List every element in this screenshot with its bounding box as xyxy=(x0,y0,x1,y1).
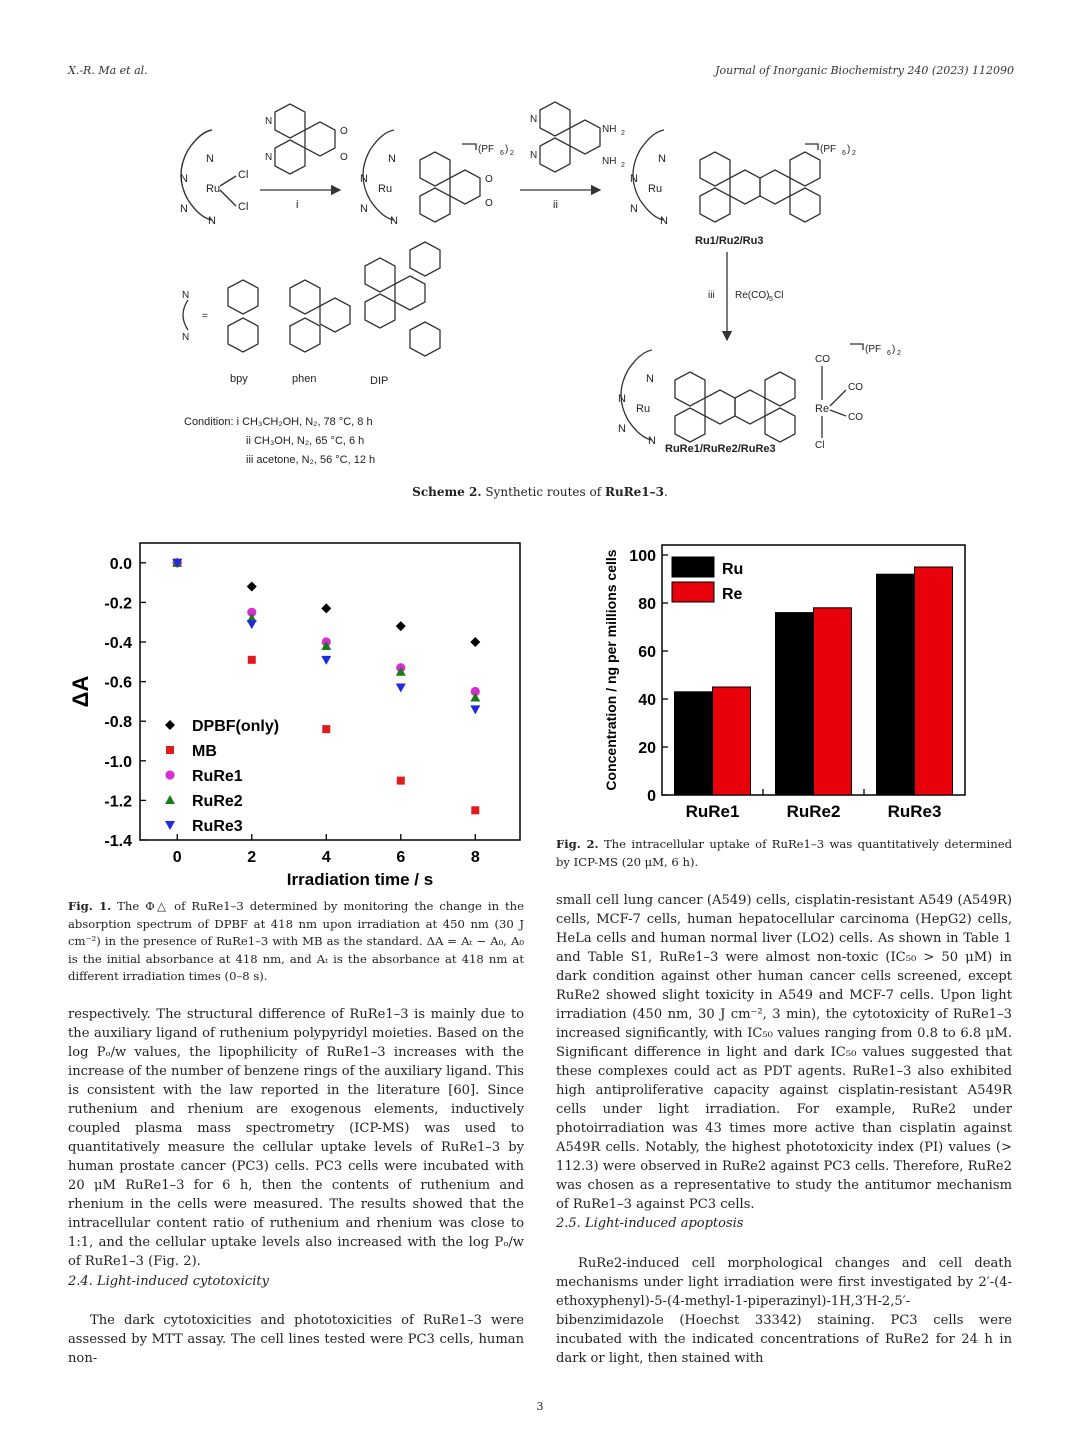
diamine-reagent xyxy=(530,102,625,172)
svg-text:2: 2 xyxy=(510,150,514,157)
svg-text:NH: NH xyxy=(602,124,617,135)
legend-marker xyxy=(165,770,174,779)
data-point xyxy=(471,806,479,814)
svg-text:2: 2 xyxy=(897,350,901,357)
legend-entry xyxy=(166,743,217,760)
svg-text:N: N xyxy=(206,153,214,165)
left-body-paragraph: respectively. The structural difference of RuRe1–3 is mainly due to the auxiliary ligand of ruthenium polypyridyl moieties. Based on the log Pₒ/w values, the lipophilicity of RuRe1–3 increases with the increase of the number of benzene rings of the auxiliary ligand. This is consistent with the law reported in the literature [60]. Since ruthenium and rhenium are exogenous elements, inductively coupled plasma mass spectrometry (ICP-MS) was used to quantitatively measure the cellular uptake levels of RuRe1–3 by human prostate cancer (PC3) cells. PC3 cells were incubated with 20 μM RuRe1–3 for 6 h, then the contents of ruthenium and rhenium in the cells were measured. The results showed that the intracellular content ratio of ruthenium and rhenium was close to 1:1, and the cellular uptake levels also increased with the log Pₒ/w of RuRe1–3 (Fig. 2). xyxy=(68,1007,524,1269)
svg-text:N: N xyxy=(658,153,666,165)
svg-text:6: 6 xyxy=(842,150,846,157)
page-number: 3 xyxy=(536,1400,544,1413)
svg-text:(PF: (PF xyxy=(865,344,882,355)
fig1-scatter-chart xyxy=(68,535,530,890)
legend-entry xyxy=(165,768,242,785)
scheme-caption-compound: RuRe1–3 xyxy=(605,485,665,499)
y-tick-label: -0.2 xyxy=(104,595,132,613)
data-point xyxy=(321,603,331,613)
ru-dione-intermediate xyxy=(360,130,514,227)
legend-label: DPBF(only) xyxy=(192,718,280,735)
step-iii-arrow xyxy=(708,252,783,340)
svg-text:Re(CO): Re(CO) xyxy=(735,290,770,301)
legend-marker xyxy=(165,795,175,804)
y-tick-label: 20 xyxy=(638,740,656,757)
svg-text:N: N xyxy=(630,203,638,215)
svg-text:Cl: Cl xyxy=(238,201,249,213)
label-rure1-rure3: RuRe1/RuRe2/RuRe3 xyxy=(665,443,776,455)
y-tick-label: 100 xyxy=(629,548,656,565)
data-point xyxy=(470,637,480,647)
svg-text:CO: CO xyxy=(815,354,830,365)
bar-re-rure3 xyxy=(915,567,953,795)
svg-text:2: 2 xyxy=(852,150,856,157)
svg-text:N: N xyxy=(360,203,368,215)
svg-text:N: N xyxy=(660,215,668,227)
svg-text:N: N xyxy=(182,290,190,301)
svg-text:O: O xyxy=(485,174,493,185)
svg-text:N: N xyxy=(360,173,368,185)
svg-text:Ru: Ru xyxy=(378,183,393,195)
svg-text:N: N xyxy=(180,173,188,185)
legend-marker xyxy=(165,720,175,730)
ru-precursor xyxy=(180,130,248,227)
svg-text:N: N xyxy=(630,173,638,185)
svg-text:N: N xyxy=(648,435,656,447)
y-tick-label: 80 xyxy=(638,596,656,613)
data-point xyxy=(396,621,406,631)
svg-text:N: N xyxy=(618,423,626,435)
svg-text:): ) xyxy=(847,144,851,155)
fig2-caption-text: The intracellular uptake of RuRe1–3 was quantitatively determined by ICP-MS (20 μM, 6 h). xyxy=(556,837,1012,869)
y-tick-label: 0.0 xyxy=(109,555,132,573)
y-tick-label: -0.8 xyxy=(104,714,132,732)
svg-text:Re: Re xyxy=(815,403,830,415)
fig1-caption-label: Fig. 1. xyxy=(68,899,112,913)
legend-entry xyxy=(165,818,243,835)
y-axis-label: ΔA xyxy=(68,675,93,708)
x-tick-label: RuRe2 xyxy=(786,802,841,821)
legend-swatch xyxy=(672,557,714,577)
condition-line-1: Condition: i CH₃CH₂OH, N₂, 78 °C, 8 h xyxy=(184,416,373,428)
x-tick-label: 0 xyxy=(172,849,182,866)
bar-ru-rure2 xyxy=(776,613,814,795)
fig1-caption xyxy=(68,898,524,986)
x-axis-label: Irradiation time / s xyxy=(286,870,434,889)
condition-line-2: ii CH₃OH, N₂, 65 °C, 6 h xyxy=(246,435,365,447)
svg-text:NH: NH xyxy=(602,156,617,167)
svg-text:N: N xyxy=(182,332,190,343)
svg-text:N: N xyxy=(530,114,538,125)
svg-text:N: N xyxy=(646,373,654,385)
legend-label: RuRe3 xyxy=(192,818,243,835)
running-header-authors: X.-R. Ma et al. xyxy=(68,64,148,77)
section-heading-2-5: 2.5. Light-induced apoptosis xyxy=(556,1216,744,1231)
legend-label: MB xyxy=(192,743,217,760)
y-tick-label: -1.4 xyxy=(104,833,132,850)
data-point xyxy=(321,656,331,665)
data-point xyxy=(470,705,480,714)
data-point xyxy=(247,620,257,629)
scheme-caption-label: Scheme 2. xyxy=(412,485,482,499)
step-ii-label: ii xyxy=(553,199,558,211)
svg-text:N: N xyxy=(388,153,396,165)
svg-text:(PF: (PF xyxy=(820,144,837,155)
x-tick-label: RuRe3 xyxy=(887,802,942,821)
fig2-bar-chart xyxy=(600,537,970,827)
svg-text:2: 2 xyxy=(621,162,625,169)
y-tick-label: 0 xyxy=(647,788,656,805)
left-body-paragraph-2: The dark cytotoxicities and phototoxicities of RuRe1–3 were assessed by MTT assay. The cell lines tested were PC3 cells, human non- xyxy=(68,1313,524,1366)
svg-text:CO: CO xyxy=(848,412,863,423)
svg-text:=: = xyxy=(202,311,208,322)
svg-text:CO: CO xyxy=(848,382,863,393)
y-tick-label: 60 xyxy=(638,644,656,661)
series-rure1 xyxy=(173,558,480,696)
svg-text:N: N xyxy=(530,150,538,161)
legend-label: RuRe2 xyxy=(192,793,243,810)
legend-label: Ru xyxy=(722,561,744,578)
phendione-reagent xyxy=(265,104,348,174)
series-dpbf-only- xyxy=(172,558,480,647)
legend-label: RuRe1 xyxy=(192,768,243,785)
ligand-phen-label: phen xyxy=(292,373,317,385)
ligand-dip-label: DIP xyxy=(370,375,389,387)
data-point xyxy=(247,582,257,592)
data-point xyxy=(322,725,330,733)
svg-text:Cl: Cl xyxy=(815,440,825,451)
svg-text:Cl: Cl xyxy=(238,169,249,181)
fig2-caption xyxy=(556,836,1012,871)
svg-text:N: N xyxy=(265,152,273,163)
x-tick-label: 4 xyxy=(321,849,331,866)
svg-text:O: O xyxy=(340,152,348,163)
svg-text:Ru: Ru xyxy=(206,183,221,195)
bar-re-rure1 xyxy=(713,687,751,795)
svg-text:6: 6 xyxy=(500,150,504,157)
step-i-label: i xyxy=(296,199,299,211)
data-point xyxy=(396,684,406,693)
bar-ru-rure1 xyxy=(675,692,713,795)
y-axis-label: Concentration / ng per millions cells xyxy=(603,549,619,791)
scheme-caption-end: . xyxy=(664,485,668,499)
svg-text:6: 6 xyxy=(887,350,891,357)
svg-text:Ru: Ru xyxy=(648,183,663,195)
svg-text:N: N xyxy=(180,203,188,215)
ru-product xyxy=(630,130,856,227)
ligand-bpy-label: bpy xyxy=(230,373,248,385)
bar-ru-rure3 xyxy=(877,574,915,795)
svg-text:Cl: Cl xyxy=(774,290,784,301)
y-tick-label: -1.0 xyxy=(104,753,132,771)
section-heading-2-4: 2.4. Light-induced cytotoxicity xyxy=(68,1274,269,1289)
svg-text:Ru: Ru xyxy=(636,403,651,415)
svg-text:O: O xyxy=(340,126,348,137)
svg-text:5: 5 xyxy=(769,296,773,303)
svg-text:): ) xyxy=(892,344,896,355)
svg-text:N: N xyxy=(208,215,216,227)
y-tick-label: -1.2 xyxy=(104,793,132,811)
right-body-paragraph-2: RuRe2-induced cell morphological changes and cell death mechanisms under light irradiation were first investigated by 2′-(4-ethoxyphenyl)-5-(4-methyl-1-piperazinyl)-1H,3′H-2,5′-bibenzimidazole (Hoechst 33342) staining. PC3 cells were incubated with the indicated concentrations of RuRe2 for 24 h in dark or light, then stained with xyxy=(556,1256,1012,1366)
legend-entry xyxy=(672,557,743,578)
label-ru1-ru3: Ru1/Ru2/Ru3 xyxy=(695,235,764,247)
y-tick-label: 40 xyxy=(638,692,656,709)
x-tick-label: 6 xyxy=(396,849,406,866)
svg-text:N: N xyxy=(265,116,273,127)
fig1-caption-text: The Φ△ of RuRe1–3 determined by monitoring the change in the absorption spectrum of DPBF at 418 nm upon irradiation at 450 nm (30 J cm⁻²) in the presence of RuRe1–3 with MB as the standard. ΔA = Aₜ − A₀, A₀ is the initial absorbance at 418 nm, and Aₜ is the absorbance at 418 nm at different irradiation times (0–8 s). xyxy=(68,899,524,983)
scheme-caption xyxy=(0,485,1080,499)
svg-text:): ) xyxy=(505,144,509,155)
condition-line-3: iii acetone, N₂, 56 °C, 12 h xyxy=(246,454,376,466)
data-point xyxy=(248,656,256,664)
y-tick-label: -0.6 xyxy=(104,674,132,692)
svg-text:iii: iii xyxy=(708,290,715,301)
y-tick-label: -0.4 xyxy=(104,635,132,652)
data-point xyxy=(397,777,405,785)
running-header-journal: Journal of Inorganic Biochemistry 240 (2023) 112090 xyxy=(715,64,1014,77)
svg-text:2: 2 xyxy=(621,130,625,137)
svg-text:(PF: (PF xyxy=(478,144,495,155)
x-tick-label: 2 xyxy=(247,849,257,866)
legend-entry xyxy=(672,582,743,603)
legend-marker xyxy=(165,821,175,830)
svg-text:N: N xyxy=(390,215,398,227)
bar-re-rure2 xyxy=(814,608,852,795)
legend-entry xyxy=(165,793,243,810)
series-rure3 xyxy=(172,559,480,715)
auxiliary-ligands xyxy=(182,242,440,356)
x-tick-label: RuRe1 xyxy=(685,802,740,821)
svg-text:O: O xyxy=(485,198,493,209)
rure-product xyxy=(618,344,901,451)
x-tick-label: 8 xyxy=(470,849,480,866)
legend-marker xyxy=(166,746,174,754)
legend-label: Re xyxy=(722,586,743,603)
series-rure2 xyxy=(172,558,480,702)
legend-swatch xyxy=(672,582,714,602)
right-body-paragraph: small cell lung cancer (A549) cells, cisplatin-resistant A549 (A549R) cells, MCF-7 cells, human hepatocellular carcinoma (HepG2) cells, HeLa cells and human normal liver (LO2) cells. As shown in Table 1 and Table S1, RuRe1–3 were almost non-toxic (IC₅₀ > 50 μM) in dark condition against other human cancer cells screened, except RuRe2 showed slight toxicity in A549 and MCF-7 cells. Upon light irradiation (450 nm, 30 J cm⁻², 3 min), the cytotoxicity of RuRe1–3 increased significantly, with IC₅₀ values ranging from 0.8 to 6.8 μM. Significant difference in light and dark IC₅₀ values suggested that these complexes could act as PDT agents. RuRe1–3 also exhibited high antiproliferative capacity against cisplatin-resistant A549R cells under light irradiation. For example, RuRe2 under photoirradiation was 43 times more active than cisplatin against A549R cells. Notably, the highest phototoxicity index (PI) values (> 112.3) were observed in RuRe2 against PC3 cells. Therefore, RuRe2 was chosen as a representative to study the antitumor mechanism of RuRe1–3 against PC3 cells. xyxy=(556,893,1012,1212)
svg-text:N: N xyxy=(618,393,626,405)
scheme-caption-text: Synthetic routes of xyxy=(481,485,605,499)
fig2-caption-label: Fig. 2. xyxy=(556,837,599,851)
legend-entry xyxy=(165,718,279,735)
scheme-synthetic-route xyxy=(160,90,920,475)
